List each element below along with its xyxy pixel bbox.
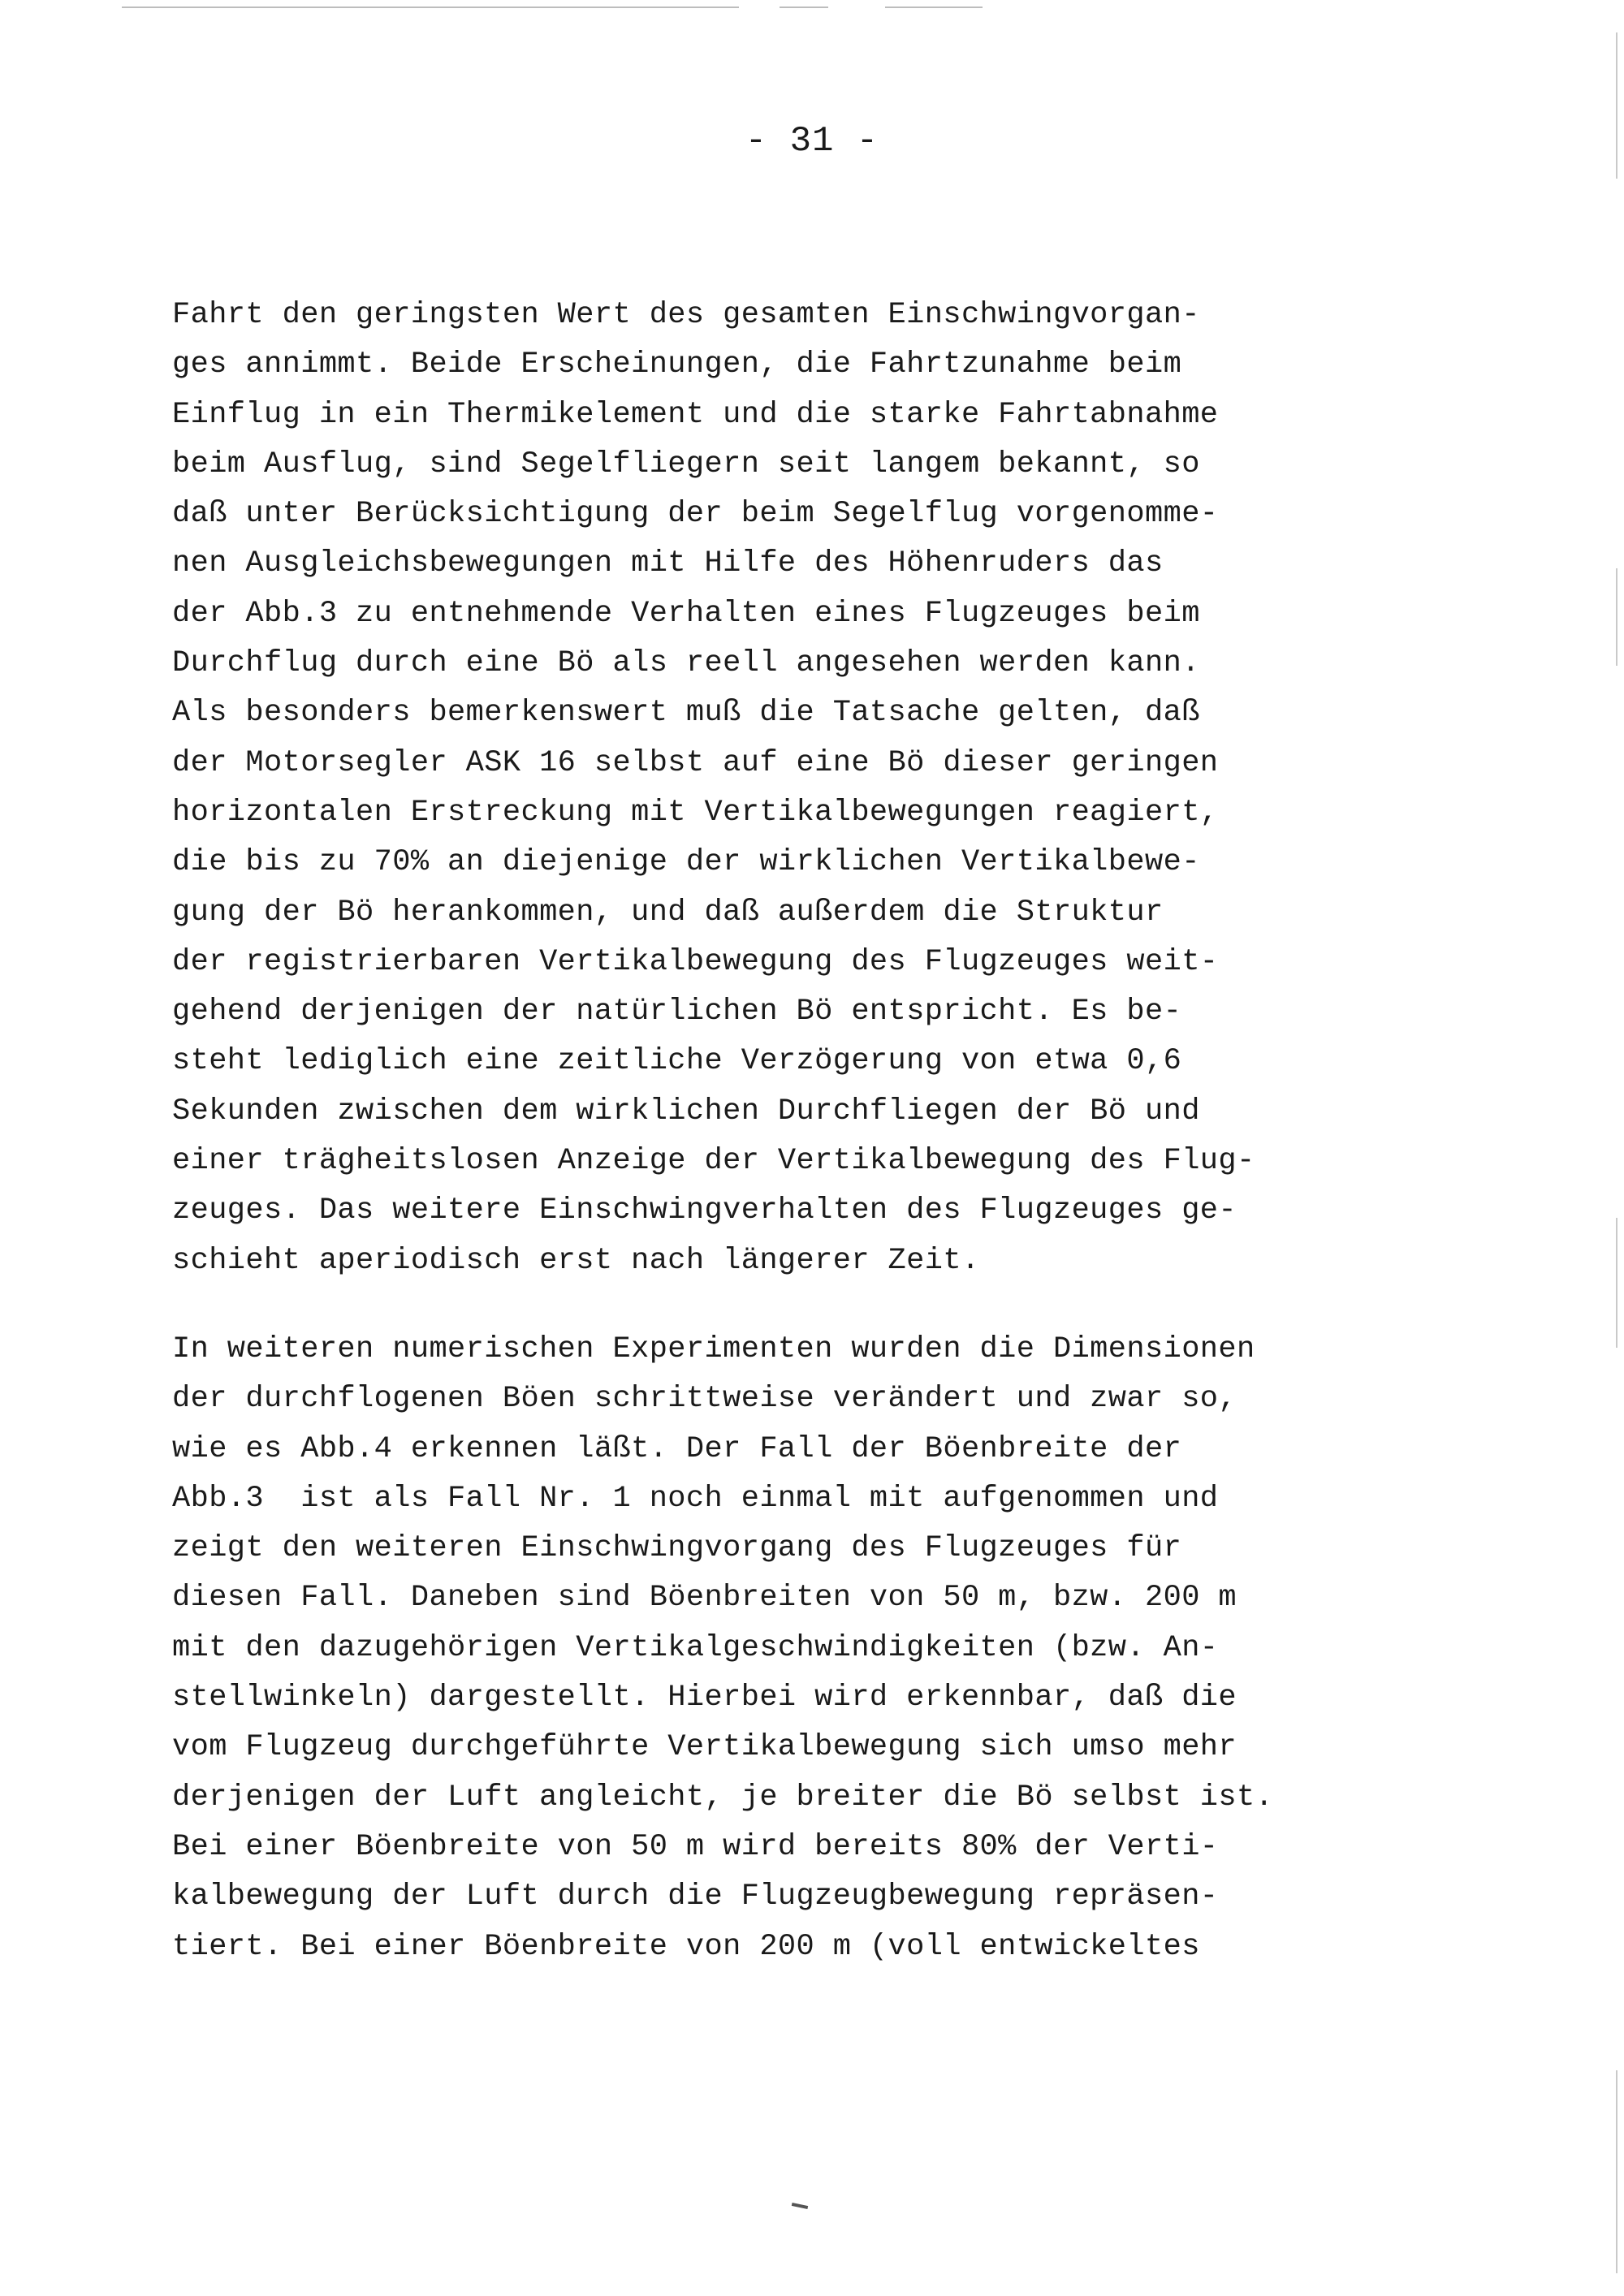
- ink-speck: [792, 2203, 808, 2209]
- paragraph-2: [172, 1325, 1406, 1972]
- text-line: der registrierbaren Vertikalbewegung des Flugzeuges weit-: [172, 944, 1219, 979]
- text-line: Als besonders bemerkenswert muß die Tatsache gelten, daß: [172, 696, 1200, 731]
- text-line: steht lediglich eine zeitliche Verzögerung von etwa 0,6: [172, 1044, 1182, 1079]
- text-line: daß unter Berücksichtigung der beim Segelflug vorgenomme-: [172, 497, 1219, 532]
- text-line: gung der Bö herankommen, und daß außerdem die Struktur: [172, 895, 1164, 930]
- text-line: wie es Abb.4 erkennen läßt. Der Fall der Böenbreite der: [172, 1431, 1182, 1466]
- text-line: zeuges. Das weitere Einschwingverhalten des Flugzeuges ge-: [172, 1193, 1237, 1228]
- text-line: In weiteren numerischen Experimenten wurden die Dimensionen: [172, 1332, 1255, 1366]
- text-line: Sekunden zwischen dem wirklichen Durchfliegen der Bö und: [172, 1094, 1200, 1129]
- text-line: gehend derjenigen der natürlichen Bö entspricht. Es be-: [172, 995, 1182, 1029]
- text-line: die bis zu 70% an diejenige der wirklichen Vertikalbewe-: [172, 845, 1200, 880]
- text-line: nen Ausgleichsbewegungen mit Hilfe des Höhenruders das: [172, 546, 1164, 581]
- scan-margin-line: [1616, 2070, 1618, 2273]
- paragraph-1: [172, 291, 1406, 1286]
- text-line: diesen Fall. Daneben sind Böenbreiten von 50 m, bzw. 200 m: [172, 1581, 1237, 1616]
- text-line: der durchflogenen Böen schrittweise verändert und zwar so,: [172, 1382, 1237, 1417]
- scan-margin-line: [1616, 1218, 1618, 1348]
- text-line: einer trägheitslosen Anzeige der Vertikalbewegung des Flug-: [172, 1144, 1255, 1179]
- scan-margin-line: [1616, 568, 1618, 666]
- text-line: der Motorsegler ASK 16 selbst auf eine Bö dieser geringen: [172, 745, 1219, 780]
- text-line: ges annimmt. Beide Erscheinungen, die Fahrtzunahme beim: [172, 347, 1182, 382]
- scan-edge-mark: [780, 6, 828, 8]
- text-line: zeigt den weiteren Einschwingvorgang des Flugzeuges für: [172, 1531, 1182, 1566]
- scan-edge-mark: [885, 6, 983, 8]
- text-line: Durchflug durch eine Bö als reell angesehen werden kann.: [172, 646, 1200, 681]
- text-line: kalbewegung der Luft durch die Flugzeugbewegung repräsen-: [172, 1880, 1219, 1914]
- text-line: derjenigen der Luft angleicht, je breiter die Bö selbst ist.: [172, 1780, 1274, 1815]
- text-line: Bei einer Böenbreite von 50 m wird bereits 80% der Verti-: [172, 1829, 1219, 1864]
- text-line: vom Flugzeug durchgeführte Vertikalbewegung sich umso mehr: [172, 1730, 1237, 1765]
- text-line: beim Ausflug, sind Segelfliegern seit langem bekannt, so: [172, 447, 1200, 481]
- text-line: Fahrt den geringsten Wert des gesamten Einschwingvorgan-: [172, 298, 1200, 332]
- text-line: schieht aperiodisch erst nach längerer Zeit.: [172, 1243, 980, 1278]
- text-line: mit den dazugehörigen Vertikalgeschwindigkeiten (bzw. An-: [172, 1630, 1219, 1665]
- text-line: stellwinkeln) dargestellt. Hierbei wird erkennbar, daß die: [172, 1681, 1237, 1716]
- text-line: der Abb.3 zu entnehmende Verhalten eines Flugzeuges beim: [172, 596, 1200, 631]
- text-line: Abb.3 ist als Fall Nr. 1 noch einmal mit aufgenommen und: [172, 1481, 1219, 1516]
- scan-edge-mark: [122, 6, 739, 8]
- text-line: Einflug in ein Thermikelement und die starke Fahrtabnahme: [172, 397, 1219, 432]
- text-line: horizontalen Erstreckung mit Vertikalbewegungen reagiert,: [172, 795, 1219, 830]
- text-line: tiert. Bei einer Böenbreite von 200 m (voll entwickeltes: [172, 1929, 1200, 1964]
- page-number: - 31 -: [745, 121, 879, 162]
